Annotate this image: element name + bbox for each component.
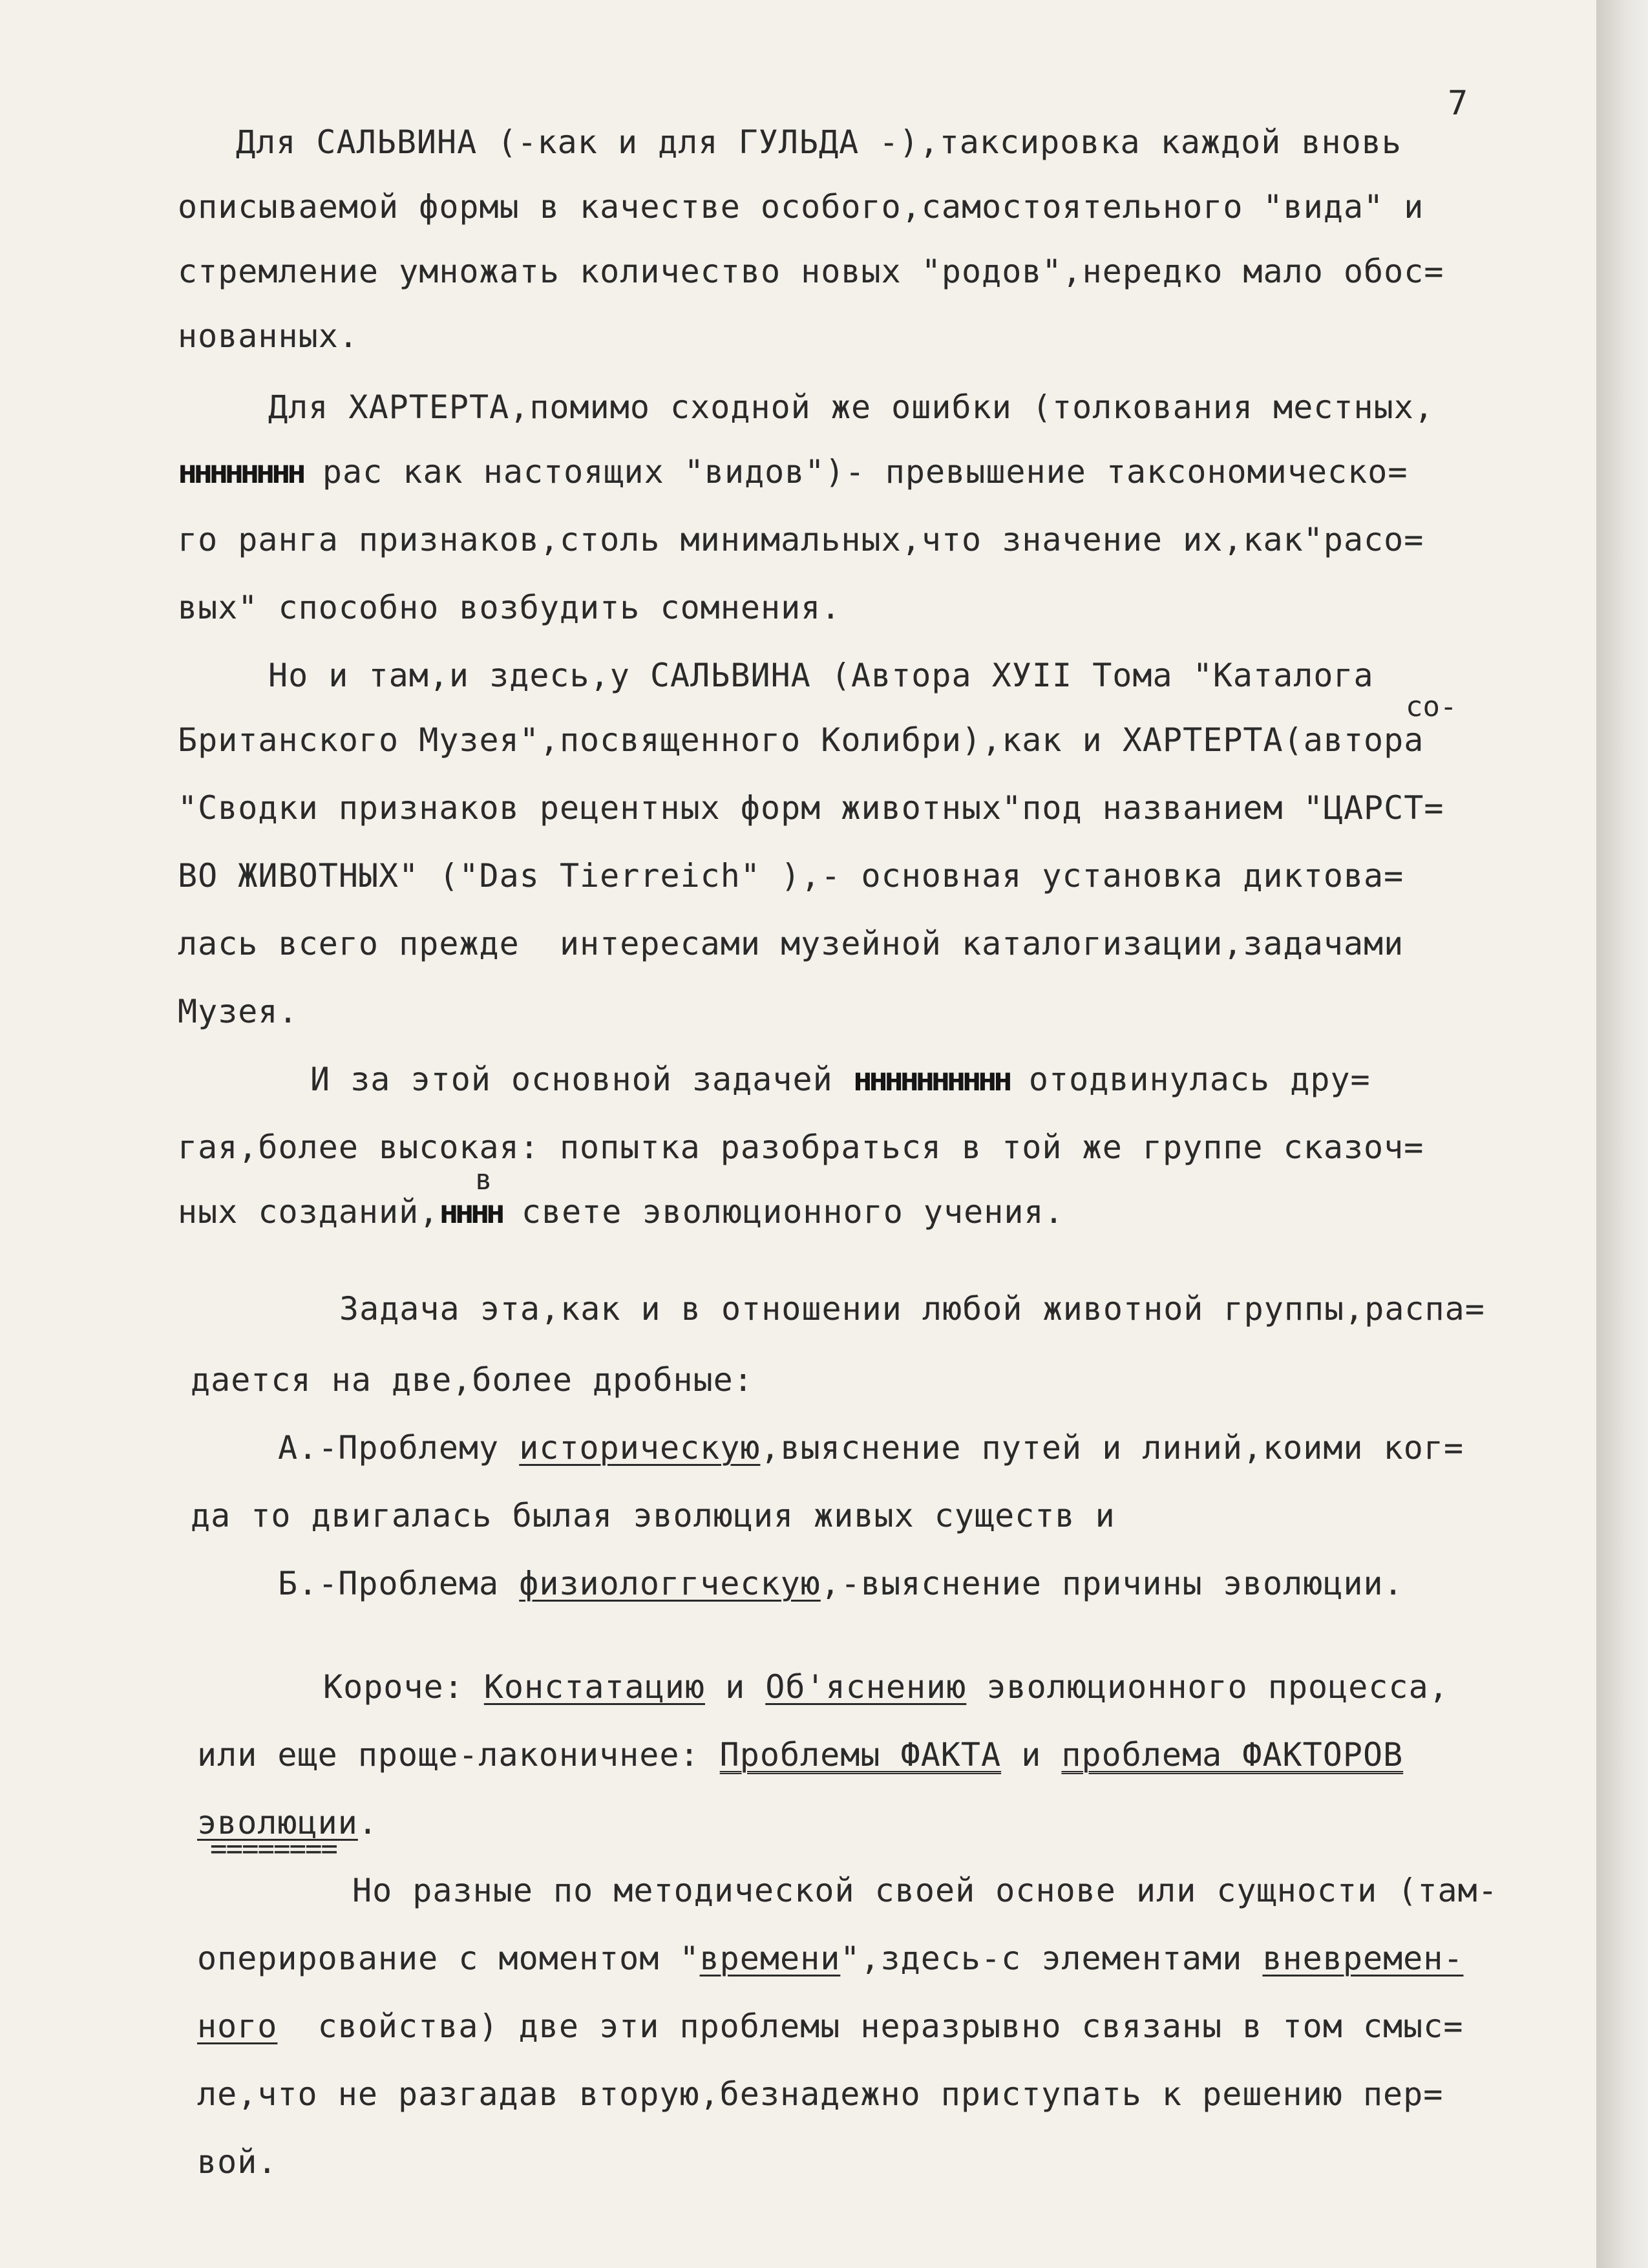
text-line-18: Задача эта,как и в отношении любой животной группы,распа= bbox=[339, 1290, 1485, 1328]
insertion-so: со- bbox=[1406, 690, 1457, 723]
text-line-24: или еще проще-лаконичнее: Проблемы ФАКТА и проблема ФАКТОРОВ bbox=[197, 1736, 1404, 1774]
text-line-16: гая,более высокая: попытка разобраться в той же группе сказоч= bbox=[178, 1129, 1424, 1166]
double-underlined-term: Проблемы ФАКТА bbox=[719, 1736, 1002, 1774]
page-number: 7 bbox=[1448, 84, 1468, 123]
text-line-12: ВО ЖИВОТНЫХ" ("Das Tierreich" ),- основная установка диктова= bbox=[178, 857, 1404, 895]
text-line-17: ных созданий,нннн свете эволюционного учения. bbox=[178, 1193, 1064, 1231]
text-line-29: ле,что не разгадав вторую,безнадежно приступать к решению пер= bbox=[197, 2075, 1444, 2113]
text-line-26: Но разные по методической своей основе или сущности (там- bbox=[352, 1872, 1498, 1909]
underlined-term: вневремен- bbox=[1262, 1940, 1464, 1977]
text-line-6: нннннннн рас как настоящих "видов")- превышение таксономическо= bbox=[178, 453, 1408, 491]
underlined-term: историческую bbox=[519, 1429, 761, 1467]
double-underlined-term: проблема ФАКТОРОВ bbox=[1061, 1736, 1404, 1774]
text-line-14: Музея. bbox=[178, 993, 299, 1030]
text-line-19: дается на две,более дробные: bbox=[191, 1361, 754, 1399]
text-line-9: Но и там,и здесь,у САЛЬВИНА (Автора ХУII Тома "Каталога bbox=[268, 657, 1374, 694]
underlined-term: физиологгческую bbox=[519, 1565, 821, 1602]
text-line-11: "Сводки признаков рецентных форм животных"под названием "ЦАРСТ= bbox=[178, 789, 1444, 827]
text-line-27: оперирование с моментом "времени",здесь-с элементами вневремен- bbox=[197, 1940, 1464, 1977]
text-line-23: Короче: Констатацию и Об'яснению эволюционного процесса, bbox=[323, 1668, 1449, 1706]
text-line-28: ного свойства) две эти проблемы неразрывно связаны в том смыс= bbox=[197, 2008, 1464, 2045]
text-line-13: лась всего прежде интересами музейной каталогизации,задачами bbox=[178, 925, 1404, 962]
insertion-v: в bbox=[475, 1163, 492, 1196]
text-line-2: описываемой формы в качестве особого,самостоятельного "вида" и bbox=[178, 188, 1424, 226]
text-line-20: А.-Проблему историческую,выяснение путей и линий,коими ког= bbox=[278, 1429, 1464, 1467]
text-line-30: вой. bbox=[197, 2143, 278, 2181]
underlined-term: эволюции bbox=[197, 1804, 358, 1841]
underlined-term: Констатацию bbox=[483, 1668, 705, 1706]
struck-out-word: нннннннн bbox=[178, 453, 302, 491]
text-line-5: Для ХАРТЕРТА,помимо сходной же ошибки (толкования местных, bbox=[268, 388, 1434, 426]
underlined-term: Об'яснению bbox=[765, 1668, 967, 1706]
text-line-25: эволюции. bbox=[197, 1804, 378, 1841]
text-line-10: Британского Музея",посвященного Колибри),как и ХАРТЕРТА(автора bbox=[178, 721, 1424, 759]
underlined-term: времени bbox=[699, 1940, 841, 1977]
underlined-term: ного bbox=[197, 2008, 278, 2045]
text-line-1: Для САЛЬВИНА (-как и для ГУЛЬДА -),таксировка каждой вновь bbox=[236, 123, 1402, 161]
text-line-7: го ранга признаков,столь минимальных,что значение их,как"расо= bbox=[178, 521, 1424, 558]
text-line-3: стремление умножать количество новых "родов",нередко мало обос= bbox=[178, 253, 1444, 290]
text-line-8: вых" способно возбудить сомнения. bbox=[178, 589, 841, 626]
double-underline-mark: ======== bbox=[210, 1832, 337, 1865]
text-line-15: И за этой основной задачей нннннннннн отодвинулась дру= bbox=[310, 1061, 1371, 1098]
text-line-22: Б.-Проблема физиологгческую,-выяснение причины эволюции. bbox=[278, 1565, 1404, 1602]
page-edge-shadow bbox=[1596, 0, 1648, 2268]
text-line-21: да то двигалась былая эволюция живых существ и bbox=[191, 1497, 1115, 1534]
text-line-4: нованных. bbox=[178, 317, 359, 355]
struck-out-word: нннннннннн bbox=[852, 1061, 1009, 1098]
struck-out-word: нннн bbox=[439, 1193, 502, 1231]
